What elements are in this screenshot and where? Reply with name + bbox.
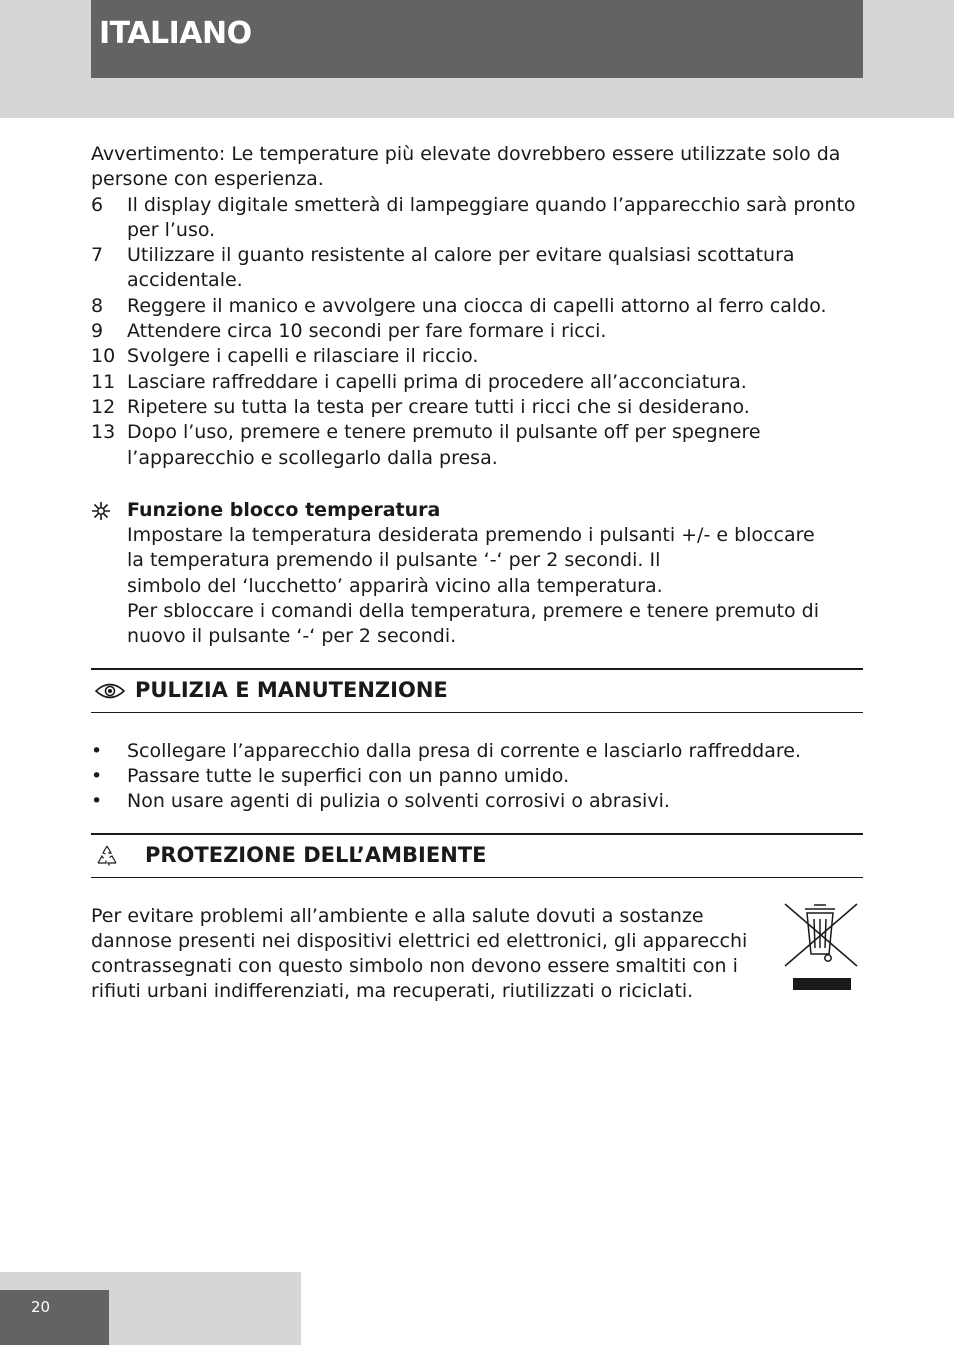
environment-text: Per evitare problemi all’ambiente e alla salute dovuti a sostanze dannose presenti nei dispositivi elettrici ed elettronici, gli apparecchi contrassegnati con questo simbolo non devono essere smaltiti con i rifiuti urbani indifferenziati, ma recuperati, riutilizzati o riciclati. — [91, 904, 748, 1003]
step-text: Reggere il manico e avvolgere una ciocca di capelli attorno al ferro caldo. — [127, 294, 827, 317]
bullet-mark: • — [91, 739, 103, 762]
feature-line: la temperatura premendo il pulsante ‘-‘ per 2 secondi. Il — [127, 549, 661, 572]
step-number: 8 — [91, 294, 104, 317]
language-title: ITALIANO — [99, 16, 252, 51]
list-item — [91, 420, 863, 471]
feature-body — [127, 498, 863, 650]
step-text: Attendere circa 10 secondi per fare formare i ricci. — [127, 320, 607, 343]
cleaning-list — [91, 739, 863, 815]
step-number: 7 — [91, 244, 104, 267]
section-title: PROTEZIONE DELL’AMBIENTE — [145, 842, 487, 867]
eye-icon — [95, 682, 125, 700]
list-item — [91, 370, 863, 395]
list-item — [91, 395, 863, 420]
feature-line: Per sbloccare i comandi della temperatura, premere e tenere premuto di nuovo il pulsante ‘-‘ per 2 secondi. — [127, 600, 820, 648]
step-number: 13 — [91, 421, 116, 444]
bullet-mark: • — [91, 790, 103, 813]
main-content — [91, 142, 863, 1005]
feature-line: simbolo del ‘lucchetto’ apparirà vicino alla temperatura. — [127, 574, 663, 597]
step-text: Dopo l’uso, premere e tenere premuto il pulsante off per spegnere l’apparecchio e scollegarlo dalla presa. — [127, 421, 761, 469]
list-item — [91, 243, 863, 294]
step-number: 6 — [91, 193, 104, 216]
step-text: Utilizzare il guanto resistente al calore per evitare qualsiasi scottatura accidentale. — [127, 244, 795, 292]
section-title: PULIZIA E MANUTENZIONE — [135, 677, 448, 702]
step-number: 10 — [91, 345, 116, 368]
temperature-lock-feature — [91, 498, 863, 650]
warning-text: Avvertimento: Le temperature più elevate dovrebbero essere utilizzate solo da persone con esperienza. — [91, 143, 841, 191]
steps-list — [91, 193, 863, 471]
step-number: 11 — [91, 370, 116, 393]
step-text: Ripetere su tutta la testa per creare tutti i ricci che si desiderano. — [127, 395, 750, 418]
step-text: Svolgere i capelli e rilasciare il riccio. — [127, 345, 479, 368]
list-item-text: Non usare agenti di pulizia o solventi corrosivi o abrasivi. — [127, 790, 670, 813]
environment-body — [91, 904, 863, 1005]
step-number: 9 — [91, 320, 104, 343]
step-number: 12 — [91, 395, 116, 418]
list-item — [91, 294, 863, 319]
list-item — [91, 344, 863, 369]
list-item-text: Scollegare l’apparecchio dalla presa di corrente e lasciarlo raffreddare. — [127, 739, 801, 762]
list-item-text: Passare tutte le superfici con un panno umido. — [127, 764, 570, 787]
recycle-icon — [95, 844, 119, 868]
list-item — [91, 193, 863, 244]
feature-title: Funzione blocco temperatura — [127, 498, 441, 521]
step-text: Lasciare raffreddare i capelli prima di procedere all’acconciatura. — [127, 370, 747, 393]
header-bar — [91, 0, 863, 78]
list-item — [91, 764, 863, 789]
page-number-box — [0, 1290, 109, 1345]
page-number: 20 — [31, 1298, 51, 1316]
star-burst-icon — [91, 498, 127, 650]
environment-section-heading — [91, 833, 863, 878]
bullet-mark: • — [91, 764, 103, 787]
list-item — [91, 739, 863, 764]
cleaning-section-heading — [91, 668, 863, 713]
crossed-out-wheelie-bin-icon — [783, 902, 859, 1005]
list-item — [91, 789, 863, 814]
list-item — [91, 319, 863, 344]
feature-line: Impostare la temperatura desiderata premendo i pulsanti +/- e bloccare — [127, 524, 815, 547]
step-text: Il display digitale smetterà di lampeggiare quando l’apparecchio sarà pronto per l’uso. — [127, 193, 856, 241]
